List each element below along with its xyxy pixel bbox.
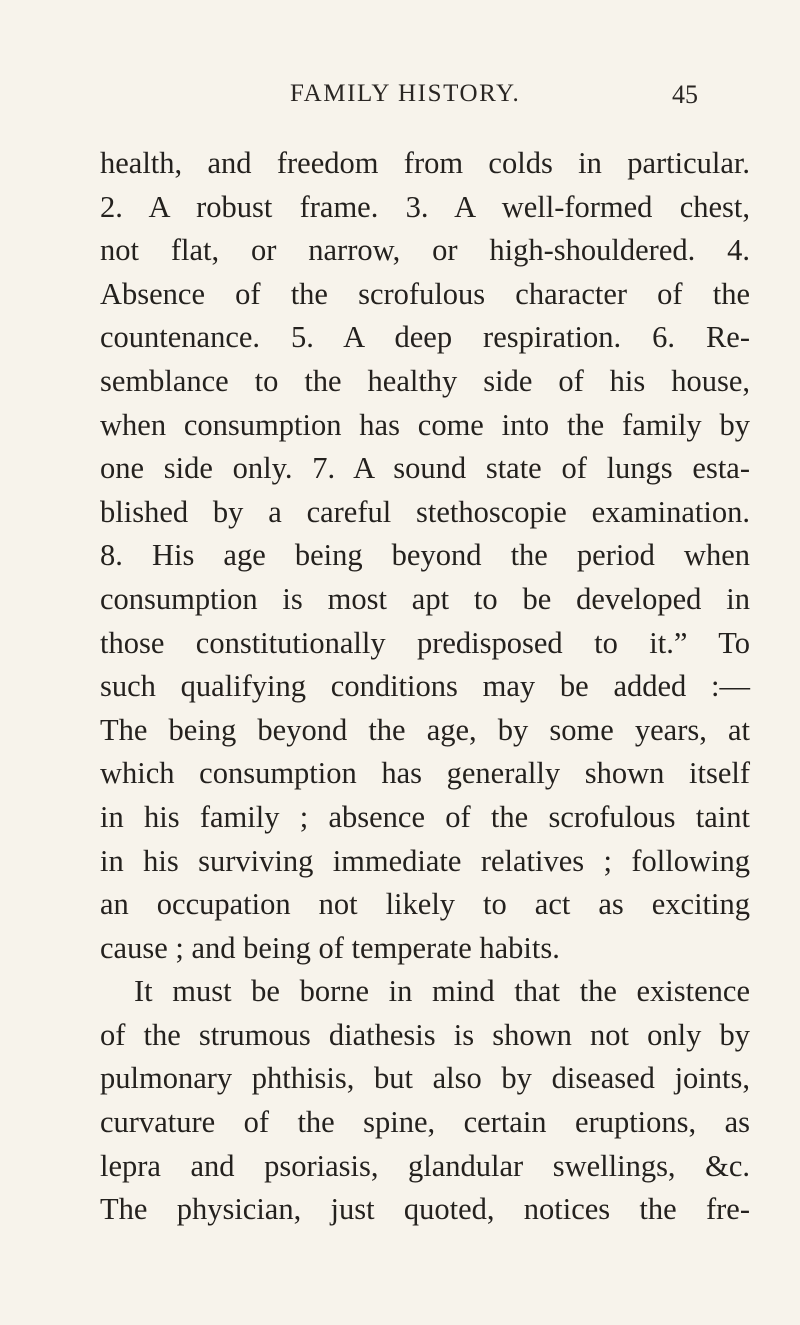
- text-line: 2. A robust frame. 3. A well-formed chest,: [100, 189, 750, 224]
- text-line: Absence of the scrofulous character of the: [100, 276, 750, 311]
- text-line: consumption is most apt to be developed in: [100, 581, 750, 616]
- text-line: in his family ; absence of the scrofulous taint: [100, 799, 750, 834]
- text-line: which consumption has generally shown itself: [100, 756, 750, 791]
- text-line: semblance to the healthy side of his house,: [100, 363, 750, 398]
- text-line: cause ; and being of temperate habits.: [100, 930, 560, 965]
- text-line: of the strumous diathesis is shown not only by: [100, 1017, 750, 1052]
- text-line: blished by a careful stethoscopie examination.: [100, 494, 750, 529]
- text-line: pulmonary phthisis, but also by diseased joints,: [100, 1061, 750, 1096]
- text-line: The physician, just quoted, notices the fre-: [100, 1192, 750, 1227]
- text-line: an occupation not likely to act as exciting: [100, 887, 750, 922]
- text-line: countenance. 5. A deep respiration. 6. Re-: [100, 320, 750, 355]
- text-line: when consumption has come into the family by: [100, 407, 750, 442]
- text-line: 8. His age being beyond the period when: [100, 538, 750, 573]
- paragraph-first-line: It must be borne in mind that the existence: [134, 974, 750, 1009]
- text-line: lepra and psoriasis, glandular swellings, &c.: [100, 1148, 750, 1183]
- text-line: The being beyond the age, by some years, at: [100, 712, 750, 747]
- page-header: [0, 80, 800, 120]
- body-text: [100, 142, 750, 1232]
- text-line: in his surviving immediate relatives ; following: [100, 843, 750, 878]
- page-number: 45: [672, 80, 698, 109]
- text-line: health, and freedom from colds in particular.: [100, 146, 750, 180]
- text-line: curvature of the spine, certain eruptions, as: [100, 1105, 750, 1140]
- text-line: those constitutionally predisposed to it.” To: [100, 625, 750, 660]
- text-line: one side only. 7. A sound state of lungs esta-: [100, 451, 750, 486]
- running-head-title: FAMILY HISTORY.: [290, 80, 521, 107]
- text-line: such qualifying conditions may be added :—: [100, 669, 750, 704]
- text-line: not flat, or narrow, or high-shouldered. 4.: [100, 233, 750, 268]
